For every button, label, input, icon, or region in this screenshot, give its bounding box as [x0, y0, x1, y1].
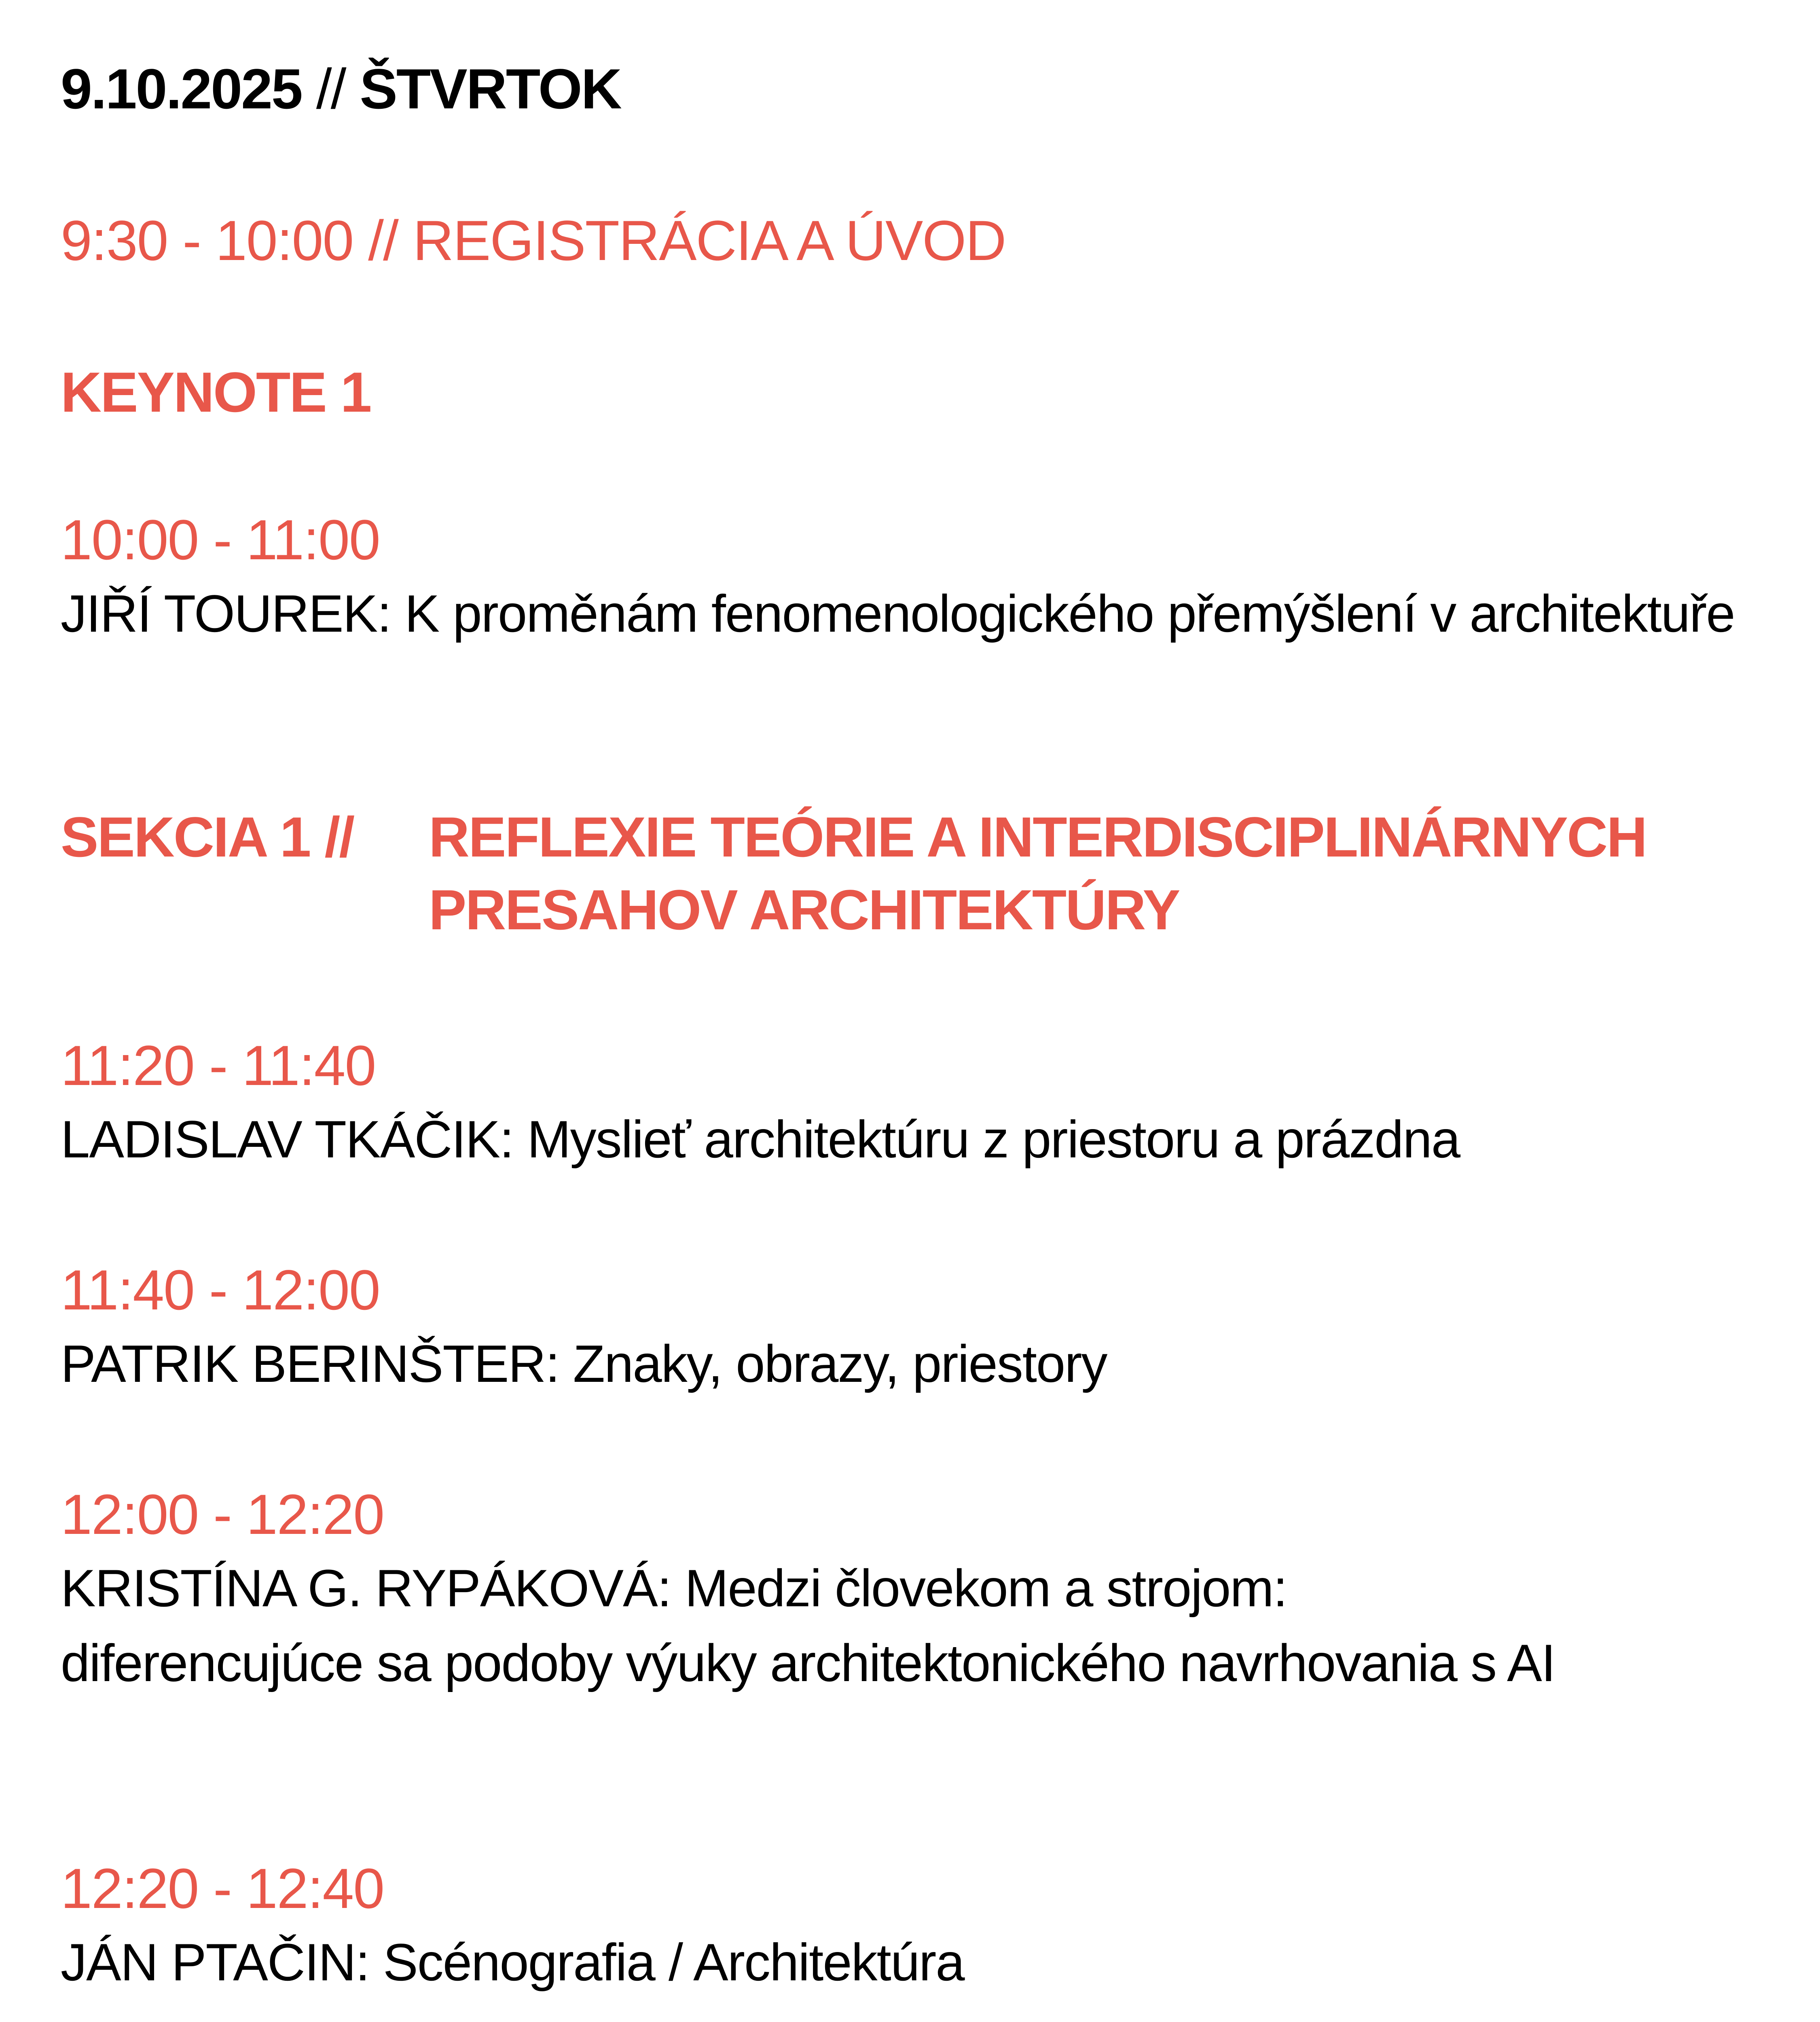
keynote-time: 10:00 - 11:00	[61, 508, 380, 571]
section-label: SEKCIA 1 //	[61, 805, 354, 869]
keynote-talk: 10:00 - 11:00 JIŘÍ TOUREK: K proměnám fenomenologického přemýšlení v architektuře	[61, 503, 1739, 651]
talk-item: 12:20 - 12:40 JÁN PTAČIN: Scénografia / Architektúra	[61, 1852, 1739, 2000]
keynote-speaker: JIŘÍ TOUREK	[61, 584, 377, 643]
registration-label: REGISTRÁCIA A ÚVOD	[413, 209, 1006, 272]
day-heading	[61, 53, 621, 125]
talk-item: 12:00 - 12:20 KRISTÍNA G. RYPÁKOVÁ: Medzi človekom a strojom: diferencujúce sa podoby výuky architektonického navrhovania s AI	[61, 1478, 1577, 1701]
registration-time: 9:30 - 10:00	[61, 209, 353, 272]
registration-row	[61, 204, 1005, 277]
talk-speaker: PATRIK BERINŠTER	[61, 1334, 546, 1393]
talk-speaker: JÁN PTAČIN	[61, 1933, 356, 1992]
registration-separator: //	[368, 209, 398, 272]
day-weekday: ŠTVRTOK	[360, 57, 621, 121]
section-heading	[61, 801, 1743, 946]
talk-time: 12:20 - 12:40	[61, 1857, 384, 1920]
talk-time: 12:00 - 12:20	[61, 1483, 384, 1546]
keynote-title: K proměnám fenomenologického přemýšlení v architektuře	[404, 584, 1735, 643]
section-title: REFLEXIE TEÓRIE A INTERDISCIPLINÁRNYCH PRESAHOV ARCHITEKTÚRY	[429, 805, 1646, 941]
talk-title: Znaky, obrazy, priestory	[573, 1334, 1107, 1393]
talk-item: 11:40 - 12:00 PATRIK BERINŠTER: Znaky, obrazy, priestory	[61, 1254, 1739, 1401]
talk-time: 11:40 - 12:00	[61, 1258, 380, 1322]
talk-time: 11:20 - 11:40	[61, 1034, 376, 1097]
talk-speaker: LADISLAV TKÁČIK	[61, 1110, 500, 1169]
day-separator: //	[316, 57, 345, 121]
day-date: 9.10.2025	[61, 57, 302, 121]
talk-item: 11:20 - 11:40 LADISLAV TKÁČIK: Myslieť architektúru z priestoru a prázdna	[61, 1029, 1739, 1177]
talk-title: Scénografia / Architektúra	[383, 1933, 964, 1992]
keynote-heading: KEYNOTE 1	[61, 360, 371, 424]
talk-speaker: KRISTÍNA G. RYPÁKOVÁ	[61, 1559, 657, 1618]
talk-title: Myslieť architektúru z priestoru a prázdna	[527, 1110, 1460, 1169]
talk-title: Medzi človekom a strojom: diferencujúce sa podoby výuky architektonického navrhovania s AI	[61, 1559, 1555, 1692]
